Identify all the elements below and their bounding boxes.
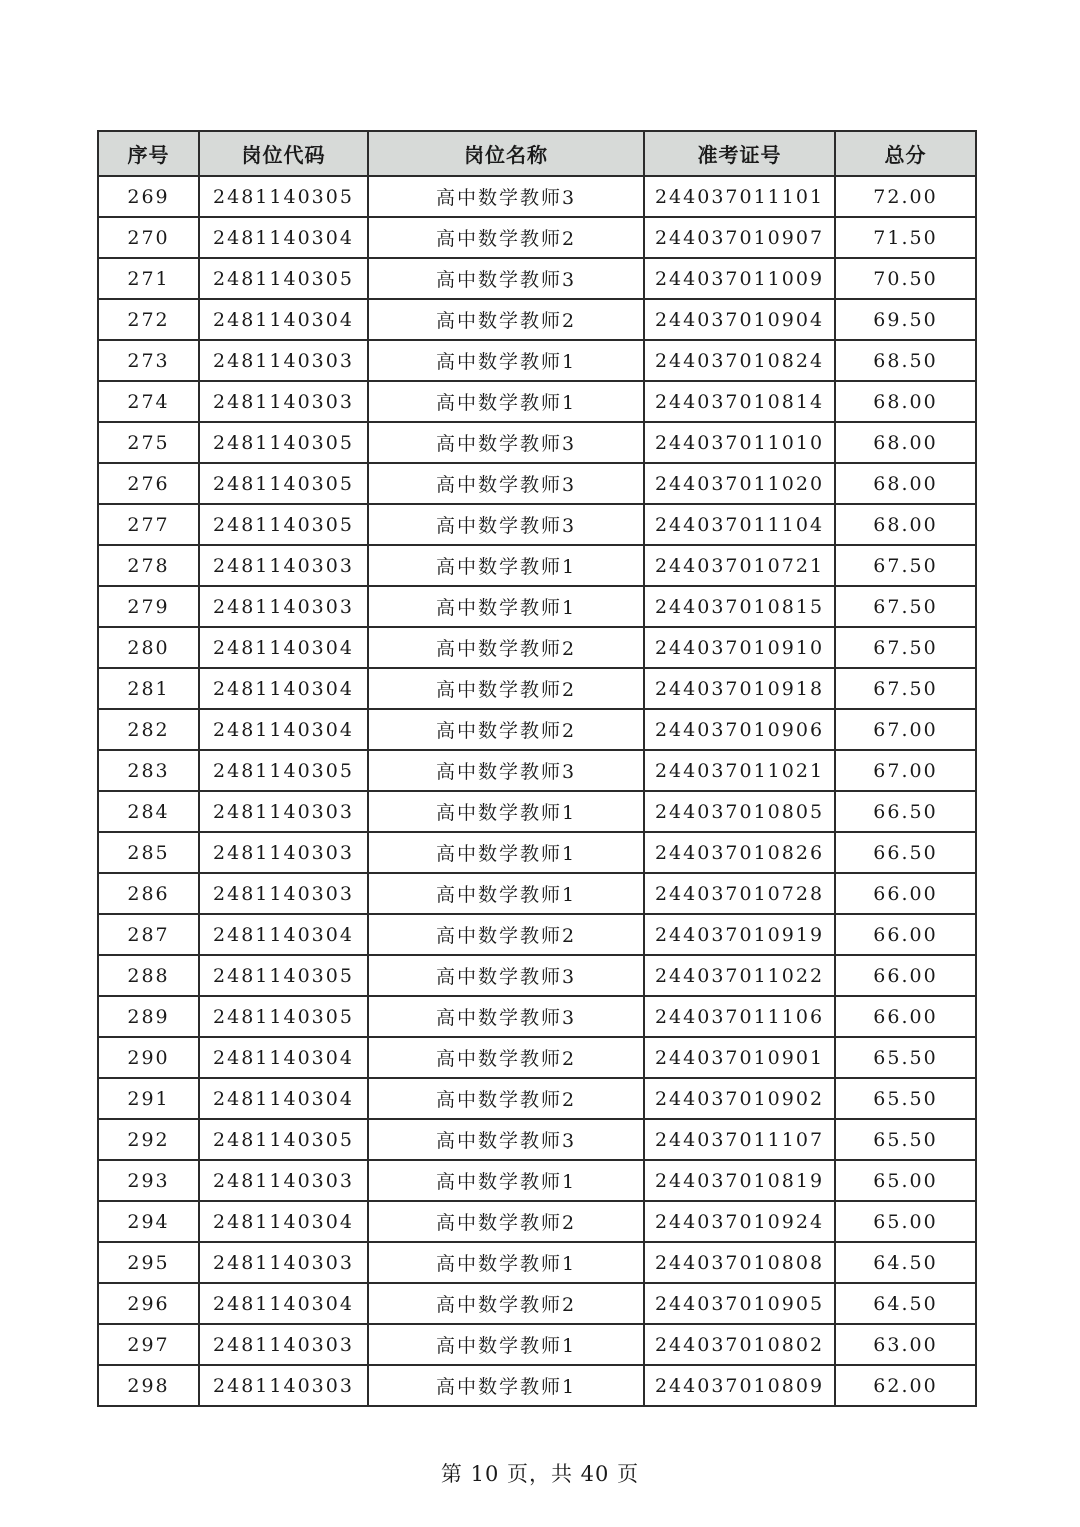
table-row bbox=[98, 914, 976, 955]
cell-post-code: 2481140304 bbox=[199, 299, 368, 340]
cell-seq: 295 bbox=[98, 1242, 199, 1283]
cell-post-code: 2481140303 bbox=[199, 873, 368, 914]
cell-total-score: 62.00 bbox=[835, 1365, 976, 1406]
cell-total-score: 66.50 bbox=[835, 791, 976, 832]
cell-exam-id: 244037010814 bbox=[644, 381, 835, 422]
cell-exam-id: 244037011009 bbox=[644, 258, 835, 299]
cell-seq: 294 bbox=[98, 1201, 199, 1242]
cell-post-name: 高中数学教师3 bbox=[368, 176, 644, 217]
cell-seq: 270 bbox=[98, 217, 199, 258]
cell-post-name: 高中数学教师3 bbox=[368, 996, 644, 1037]
table-header bbox=[98, 131, 976, 176]
table-row bbox=[98, 299, 976, 340]
cell-total-score: 71.50 bbox=[835, 217, 976, 258]
cell-exam-id: 244037010802 bbox=[644, 1324, 835, 1365]
cell-post-name: 高中数学教师1 bbox=[368, 340, 644, 381]
cell-post-name: 高中数学教师3 bbox=[368, 750, 644, 791]
cell-seq: 285 bbox=[98, 832, 199, 873]
table-row bbox=[98, 1037, 976, 1078]
cell-total-score: 67.00 bbox=[835, 709, 976, 750]
cell-post-code: 2481140305 bbox=[199, 955, 368, 996]
cell-post-name: 高中数学教师3 bbox=[368, 504, 644, 545]
cell-exam-id: 244037010901 bbox=[644, 1037, 835, 1078]
cell-post-code: 2481140303 bbox=[199, 586, 368, 627]
cell-post-name: 高中数学教师2 bbox=[368, 299, 644, 340]
cell-post-code: 2481140303 bbox=[199, 1160, 368, 1201]
header-total-score: 总分 bbox=[835, 131, 976, 176]
cell-post-code: 2481140304 bbox=[199, 1078, 368, 1119]
cell-post-code: 2481140305 bbox=[199, 176, 368, 217]
cell-exam-id: 244037010924 bbox=[644, 1201, 835, 1242]
cell-post-name: 高中数学教师3 bbox=[368, 955, 644, 996]
header-post-name: 岗位名称 bbox=[368, 131, 644, 176]
cell-seq: 269 bbox=[98, 176, 199, 217]
table-row bbox=[98, 586, 976, 627]
cell-total-score: 70.50 bbox=[835, 258, 976, 299]
cell-exam-id: 244037011106 bbox=[644, 996, 835, 1037]
cell-total-score: 67.50 bbox=[835, 586, 976, 627]
cell-seq: 291 bbox=[98, 1078, 199, 1119]
cell-post-code: 2481140303 bbox=[199, 791, 368, 832]
cell-exam-id: 244037010902 bbox=[644, 1078, 835, 1119]
cell-post-name: 高中数学教师2 bbox=[368, 627, 644, 668]
cell-post-code: 2481140304 bbox=[199, 709, 368, 750]
header-row bbox=[98, 131, 976, 176]
header-seq: 序号 bbox=[98, 131, 199, 176]
cell-post-code: 2481140303 bbox=[199, 381, 368, 422]
cell-seq: 281 bbox=[98, 668, 199, 709]
cell-exam-id: 244037010919 bbox=[644, 914, 835, 955]
cell-post-code: 2481140304 bbox=[199, 217, 368, 258]
table-row bbox=[98, 627, 976, 668]
cell-post-name: 高中数学教师1 bbox=[368, 791, 644, 832]
cell-seq: 293 bbox=[98, 1160, 199, 1201]
cell-post-name: 高中数学教师1 bbox=[368, 873, 644, 914]
cell-seq: 290 bbox=[98, 1037, 199, 1078]
table-row bbox=[98, 668, 976, 709]
cell-total-score: 68.00 bbox=[835, 504, 976, 545]
cell-exam-id: 244037010805 bbox=[644, 791, 835, 832]
cell-seq: 282 bbox=[98, 709, 199, 750]
cell-seq: 279 bbox=[98, 586, 199, 627]
cell-exam-id: 244037010824 bbox=[644, 340, 835, 381]
cell-total-score: 63.00 bbox=[835, 1324, 976, 1365]
cell-post-code: 2481140305 bbox=[199, 258, 368, 299]
cell-post-code: 2481140305 bbox=[199, 996, 368, 1037]
cell-seq: 283 bbox=[98, 750, 199, 791]
cell-post-name: 高中数学教师2 bbox=[368, 709, 644, 750]
header-exam-id: 准考证号 bbox=[644, 131, 835, 176]
cell-seq: 289 bbox=[98, 996, 199, 1037]
cell-seq: 296 bbox=[98, 1283, 199, 1324]
cell-exam-id: 244037010808 bbox=[644, 1242, 835, 1283]
cell-total-score: 68.50 bbox=[835, 340, 976, 381]
cell-exam-id: 244037011104 bbox=[644, 504, 835, 545]
cell-exam-id: 244037010905 bbox=[644, 1283, 835, 1324]
cell-total-score: 67.00 bbox=[835, 750, 976, 791]
header-post-code: 岗位代码 bbox=[199, 131, 368, 176]
table-row bbox=[98, 1365, 976, 1406]
cell-post-code: 2481140303 bbox=[199, 832, 368, 873]
cell-post-name: 高中数学教师1 bbox=[368, 1324, 644, 1365]
cell-exam-id: 244037011021 bbox=[644, 750, 835, 791]
table-row bbox=[98, 381, 976, 422]
cell-exam-id: 244037011022 bbox=[644, 955, 835, 996]
cell-seq: 292 bbox=[98, 1119, 199, 1160]
cell-post-code: 2481140303 bbox=[199, 545, 368, 586]
cell-post-name: 高中数学教师1 bbox=[368, 1242, 644, 1283]
cell-seq: 271 bbox=[98, 258, 199, 299]
cell-post-code: 2481140305 bbox=[199, 463, 368, 504]
cell-post-name: 高中数学教师1 bbox=[368, 1365, 644, 1406]
cell-total-score: 68.00 bbox=[835, 422, 976, 463]
score-table bbox=[97, 130, 977, 1407]
cell-total-score: 66.50 bbox=[835, 832, 976, 873]
table-row bbox=[98, 463, 976, 504]
table-row bbox=[98, 176, 976, 217]
table-row bbox=[98, 422, 976, 463]
cell-post-code: 2481140303 bbox=[199, 1242, 368, 1283]
cell-seq: 278 bbox=[98, 545, 199, 586]
cell-post-name: 高中数学教师2 bbox=[368, 217, 644, 258]
cell-exam-id: 244037011020 bbox=[644, 463, 835, 504]
cell-post-name: 高中数学教师1 bbox=[368, 381, 644, 422]
cell-post-code: 2481140305 bbox=[199, 750, 368, 791]
cell-seq: 275 bbox=[98, 422, 199, 463]
cell-post-code: 2481140305 bbox=[199, 422, 368, 463]
table-row bbox=[98, 1324, 976, 1365]
cell-exam-id: 244037010904 bbox=[644, 299, 835, 340]
cell-post-name: 高中数学教师2 bbox=[368, 1037, 644, 1078]
table-row bbox=[98, 1119, 976, 1160]
cell-post-code: 2481140303 bbox=[199, 340, 368, 381]
cell-post-code: 2481140304 bbox=[199, 914, 368, 955]
cell-total-score: 66.00 bbox=[835, 996, 976, 1037]
cell-post-code: 2481140304 bbox=[199, 1201, 368, 1242]
cell-seq: 286 bbox=[98, 873, 199, 914]
cell-exam-id: 244037010910 bbox=[644, 627, 835, 668]
cell-total-score: 65.50 bbox=[835, 1119, 976, 1160]
cell-post-name: 高中数学教师1 bbox=[368, 545, 644, 586]
table-row bbox=[98, 955, 976, 996]
cell-post-code: 2481140304 bbox=[199, 1037, 368, 1078]
table-row bbox=[98, 1242, 976, 1283]
table-row bbox=[98, 873, 976, 914]
cell-exam-id: 244037011010 bbox=[644, 422, 835, 463]
cell-total-score: 66.00 bbox=[835, 914, 976, 955]
cell-exam-id: 244037010815 bbox=[644, 586, 835, 627]
table-row bbox=[98, 709, 976, 750]
cell-post-code: 2481140303 bbox=[199, 1324, 368, 1365]
cell-post-name: 高中数学教师1 bbox=[368, 832, 644, 873]
cell-post-name: 高中数学教师2 bbox=[368, 914, 644, 955]
table-row bbox=[98, 1201, 976, 1242]
cell-post-name: 高中数学教师2 bbox=[368, 1201, 644, 1242]
table-row bbox=[98, 504, 976, 545]
table-row bbox=[98, 1078, 976, 1119]
cell-post-code: 2481140304 bbox=[199, 668, 368, 709]
cell-seq: 273 bbox=[98, 340, 199, 381]
cell-total-score: 65.50 bbox=[835, 1078, 976, 1119]
cell-total-score: 68.00 bbox=[835, 381, 976, 422]
cell-total-score: 69.50 bbox=[835, 299, 976, 340]
cell-seq: 288 bbox=[98, 955, 199, 996]
cell-total-score: 66.00 bbox=[835, 955, 976, 996]
cell-total-score: 65.00 bbox=[835, 1201, 976, 1242]
cell-exam-id: 244037010819 bbox=[644, 1160, 835, 1201]
cell-seq: 297 bbox=[98, 1324, 199, 1365]
table-row bbox=[98, 258, 976, 299]
table-row bbox=[98, 750, 976, 791]
cell-exam-id: 244037011101 bbox=[644, 176, 835, 217]
cell-exam-id: 244037010826 bbox=[644, 832, 835, 873]
cell-exam-id: 244037010907 bbox=[644, 217, 835, 258]
cell-seq: 284 bbox=[98, 791, 199, 832]
cell-post-name: 高中数学教师2 bbox=[368, 1283, 644, 1324]
cell-total-score: 72.00 bbox=[835, 176, 976, 217]
cell-post-name: 高中数学教师2 bbox=[368, 1078, 644, 1119]
table-row bbox=[98, 545, 976, 586]
cell-total-score: 67.50 bbox=[835, 627, 976, 668]
cell-post-name: 高中数学教师3 bbox=[368, 422, 644, 463]
cell-total-score: 66.00 bbox=[835, 873, 976, 914]
cell-seq: 272 bbox=[98, 299, 199, 340]
cell-post-name: 高中数学教师3 bbox=[368, 258, 644, 299]
cell-total-score: 67.50 bbox=[835, 668, 976, 709]
cell-post-code: 2481140303 bbox=[199, 1365, 368, 1406]
table-body bbox=[98, 176, 976, 1406]
cell-exam-id: 244037010728 bbox=[644, 873, 835, 914]
table-row bbox=[98, 1160, 976, 1201]
cell-total-score: 64.50 bbox=[835, 1242, 976, 1283]
table-row bbox=[98, 217, 976, 258]
cell-post-code: 2481140305 bbox=[199, 504, 368, 545]
table-row bbox=[98, 791, 976, 832]
cell-total-score: 65.00 bbox=[835, 1160, 976, 1201]
cell-total-score: 68.00 bbox=[835, 463, 976, 504]
table-row bbox=[98, 996, 976, 1037]
cell-post-code: 2481140304 bbox=[199, 627, 368, 668]
cell-total-score: 65.50 bbox=[835, 1037, 976, 1078]
cell-exam-id: 244037011107 bbox=[644, 1119, 835, 1160]
cell-seq: 274 bbox=[98, 381, 199, 422]
cell-exam-id: 244037010906 bbox=[644, 709, 835, 750]
cell-seq: 277 bbox=[98, 504, 199, 545]
cell-post-code: 2481140304 bbox=[199, 1283, 368, 1324]
cell-post-code: 2481140305 bbox=[199, 1119, 368, 1160]
cell-post-name: 高中数学教师1 bbox=[368, 586, 644, 627]
cell-seq: 298 bbox=[98, 1365, 199, 1406]
table-row bbox=[98, 340, 976, 381]
cell-post-name: 高中数学教师3 bbox=[368, 1119, 644, 1160]
cell-post-name: 高中数学教师1 bbox=[368, 1160, 644, 1201]
cell-exam-id: 244037010809 bbox=[644, 1365, 835, 1406]
cell-seq: 280 bbox=[98, 627, 199, 668]
cell-total-score: 64.50 bbox=[835, 1283, 976, 1324]
page-number: 第 10 页，共 40 页 bbox=[440, 1462, 640, 1486]
table-row bbox=[98, 832, 976, 873]
table-row bbox=[98, 1283, 976, 1324]
cell-total-score: 67.50 bbox=[835, 545, 976, 586]
cell-post-name: 高中数学教师2 bbox=[368, 668, 644, 709]
cell-seq: 276 bbox=[98, 463, 199, 504]
cell-post-name: 高中数学教师3 bbox=[368, 463, 644, 504]
cell-exam-id: 244037010721 bbox=[644, 545, 835, 586]
cell-seq: 287 bbox=[98, 914, 199, 955]
cell-exam-id: 244037010918 bbox=[644, 668, 835, 709]
